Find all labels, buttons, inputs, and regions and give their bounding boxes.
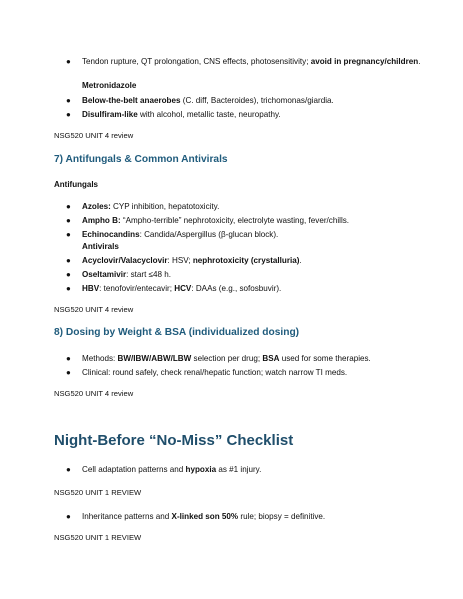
bullet-icon: ● xyxy=(66,57,71,66)
unit-footer: NSG520 UNIT 4 review xyxy=(54,305,134,314)
list-item: ● Acyclovir/Valacyclovir: HSV; nephrotoxicity (crystalluria). xyxy=(66,256,302,265)
subheading-metronidazole: Metronidazole xyxy=(82,81,137,90)
bullet-icon: ● xyxy=(66,354,71,363)
checklist-heading: Night-Before “No-Miss” Checklist xyxy=(54,432,294,449)
list-item: ● Below-the-belt anaerobes (C. diff, Bacteroides), trichomonas/giardia. xyxy=(66,96,334,105)
unit-footer: NSG520 UNIT 1 REVIEW xyxy=(54,488,142,497)
unit-footer: NSG520 UNIT 1 REVIEW xyxy=(54,533,142,542)
bullet-icon: ● xyxy=(66,110,71,119)
section-heading-dosing: 8) Dosing by Weight & BSA (individualized dosing) xyxy=(54,327,300,338)
bullet-icon: ● xyxy=(66,368,71,377)
list-item: ● Azoles: CYP inhibition, hepatotoxicity. xyxy=(66,202,220,211)
unit-footer: NSG520 UNIT 4 review xyxy=(54,389,134,398)
bullet-icon: ● xyxy=(66,284,71,293)
list-item: ● Tendon rupture, QT prolongation, CNS effects, photosensitivity; avoid in pregnancy/children. xyxy=(66,57,421,66)
bullet-icon: ● xyxy=(66,512,71,521)
antifungals-label: Antifungals xyxy=(54,180,98,189)
bullet-icon: ● xyxy=(66,270,71,279)
bullet-icon: ● xyxy=(66,216,71,225)
list-item: ● Cell adaptation patterns and hypoxia as #1 injury. xyxy=(66,465,262,474)
list-item: ● HBV: tenofovir/entecavir; HCV: DAAs (e.g., sofosbuvir). xyxy=(66,284,282,293)
bullet-icon: ● xyxy=(66,202,71,211)
list-item: ● Oseltamivir: start ≤48 h. xyxy=(66,270,172,279)
bullet-icon: ● xyxy=(66,230,71,239)
list-item: ● Inheritance patterns and X-linked son 50% rule; biopsy = definitive. xyxy=(66,512,326,521)
list-item: ● Disulfiram-like with alcohol, metallic taste, neuropathy. xyxy=(66,110,281,119)
list-item: ● Ampho B: “Ampho-terrible” nephrotoxicity, electrolyte wasting, fever/chills. xyxy=(66,216,350,225)
list-item: ● Echinocandins: Candida/Aspergillus (β-glucan block). xyxy=(66,230,279,239)
section-heading-antifungals: 7) Antifungals & Common Antivirals xyxy=(54,154,228,165)
list-item: ● Methods: BW/IBW/ABW/LBW selection per drug; BSA used for some therapies. xyxy=(66,354,371,363)
bullet-icon: ● xyxy=(66,96,71,105)
bullet-icon: ● xyxy=(66,256,71,265)
subheading-antivirals: Antivirals xyxy=(82,242,119,251)
list-item: ● Clinical: round safely, check renal/hepatic function; watch narrow TI meds. xyxy=(66,368,348,377)
unit-footer: NSG520 UNIT 4 review xyxy=(54,131,134,140)
bullet-icon: ● xyxy=(66,465,71,474)
